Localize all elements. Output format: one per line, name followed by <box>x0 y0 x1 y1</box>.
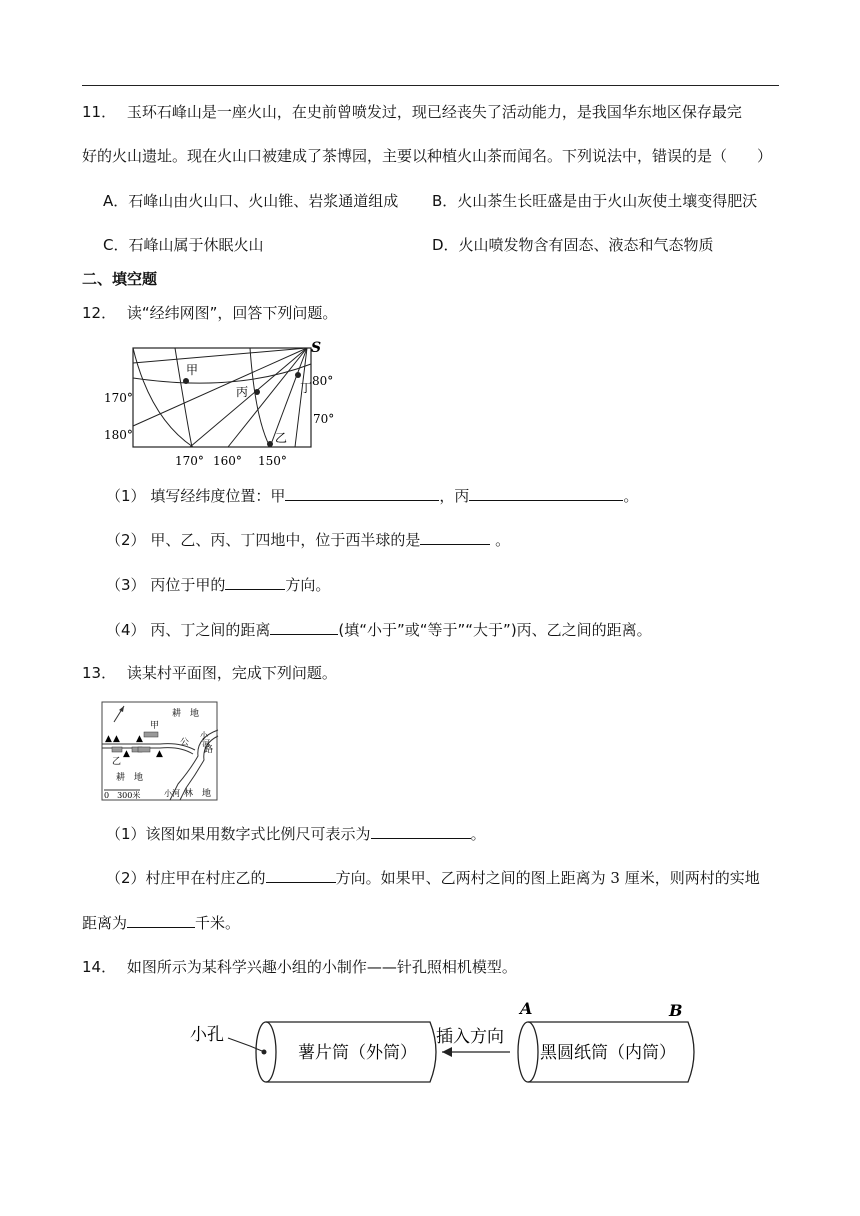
q11-option-d[interactable]: D．火山喷发物含有固态、液态和气态物质 <box>432 236 714 254</box>
inner-tube-end <box>518 1022 538 1082</box>
label-s: S <box>311 340 322 356</box>
pinhole-dot <box>262 1050 267 1055</box>
q13-sub1 <box>106 824 486 843</box>
label-river-bottom: 小河 <box>164 789 180 798</box>
tree-icon: ▲ <box>156 749 163 759</box>
q13-sub1-text: 该图如果用数字式比例尺可表示为 <box>145 825 371 843</box>
label-forest: 林 地 <box>184 789 212 799</box>
q13-sub2-text2: 方向。如果甲、乙两村之间的图上距离为 <box>335 869 606 887</box>
q11-number: 11． <box>82 103 117 121</box>
q11-stem-line2: 好的火山遗址。现在火山口被建成了茶博园，主要以种植火山茶而闻名。下列说法中，错误的是（ ） <box>82 147 773 165</box>
tree-icon: ▲ <box>123 749 130 759</box>
label-bing: 丙 <box>236 385 249 399</box>
q13-sub2 <box>106 868 760 887</box>
point-bing <box>254 389 260 395</box>
village-map-figure <box>100 700 220 802</box>
q13-sub2-line2-end: 千米。 <box>195 914 241 932</box>
label-jia: 甲 <box>186 363 199 377</box>
header-rule <box>82 85 779 86</box>
label-b: B <box>669 1001 683 1020</box>
q13-sub2-value: 3 <box>610 869 620 887</box>
label-road-2: 路 <box>204 745 214 755</box>
answer-blank-direction[interactable] <box>225 575 285 590</box>
q13-sub1-end: 。 <box>470 825 486 843</box>
q12-number: 12． <box>82 304 117 322</box>
q12-sub2 <box>106 530 510 549</box>
label-road-1: 公 <box>180 738 190 748</box>
q11-option-c[interactable]: C．石峰山属于休眠火山 <box>103 236 264 254</box>
q12-sub1-number: （1） <box>106 487 146 505</box>
label-insert-direction: 插入方向 <box>436 1027 504 1047</box>
q12-sub3-text: 丙位于甲的 <box>150 576 226 594</box>
label-inner-tube: 黑圆纸筒（内筒） <box>540 1043 676 1063</box>
q11-line1 <box>82 103 742 121</box>
q13-sub2-line2-text: 距离为 <box>82 914 128 932</box>
tree-icon: ▲ <box>113 734 120 744</box>
q13-sub1-number: （1） <box>106 825 146 843</box>
q12-sub1-text: 填写经纬度位置：甲 <box>150 487 286 505</box>
label-ding: 丁 <box>300 381 313 395</box>
q13-sub2-text: 村庄甲在村庄乙的 <box>145 869 266 887</box>
q12-stem <box>82 304 337 322</box>
q11-stem-line1: 玉环石峰山是一座火山，在史前曾喷发过，现已经丧失了活动能力，是我国华东地区保存最完 <box>126 103 742 121</box>
meridian-line <box>133 348 307 426</box>
q13-number: 13． <box>82 664 117 682</box>
label-farmland-bottom: 耕 地 <box>116 773 144 783</box>
answer-blank-bing[interactable] <box>469 486 623 501</box>
pinhole-camera-figure <box>180 996 720 1088</box>
q11-option-b[interactable]: B．火山茶生长旺盛是由于火山灰使土壤变得肥沃 <box>432 192 758 210</box>
q14-number: 14． <box>82 958 117 976</box>
label-village-jia: 甲 <box>150 721 160 731</box>
tick-left-180: 180° <box>104 428 133 442</box>
tick-bottom-160: 160° <box>213 454 242 468</box>
tree-icon: ▲ <box>136 734 143 744</box>
label-outer-tube: 薯片筒（外筒） <box>298 1043 417 1063</box>
q13-stem-text: 读某村平面图，完成下列问题。 <box>126 664 337 682</box>
q12-sub3-number: （3） <box>106 576 146 594</box>
answer-blank-real-distance[interactable] <box>127 913 195 928</box>
point-jia <box>183 378 189 384</box>
tick-left-170: 170° <box>104 391 133 405</box>
q12-sub4 <box>106 620 652 639</box>
answer-blank-scale[interactable] <box>371 824 471 839</box>
q12-sub2-number: （2） <box>106 531 146 549</box>
q13-sub2-line2 <box>82 913 240 932</box>
point-yi <box>267 441 273 447</box>
q12-sub3-end: 方向。 <box>285 576 331 594</box>
q12-sub1 <box>106 486 638 505</box>
village-jia-house <box>144 732 158 737</box>
label-scale: 0 300米 <box>104 791 141 800</box>
q12-sub2-end: 。 <box>495 531 511 549</box>
section-title: 二、填空题 <box>82 270 158 288</box>
q12-sub1-end: 。 <box>623 487 639 505</box>
q13-stem <box>82 664 337 682</box>
q12-sub3 <box>106 575 330 594</box>
q14-stem <box>82 958 517 976</box>
label-pinhole: 小孔 <box>190 1025 224 1045</box>
q13-sub2-text3: 厘米，则两村的实地 <box>624 869 760 887</box>
label-yi: 乙 <box>275 431 288 445</box>
answer-blank-west[interactable] <box>420 530 490 545</box>
tick-bottom-150: 150° <box>258 454 287 468</box>
label-river-2: 河 <box>202 739 210 748</box>
meridian-line <box>133 348 307 363</box>
label-farmland-top: 耕 地 <box>172 709 200 719</box>
label-a: A <box>520 999 533 1018</box>
q11-option-a[interactable]: A．石峰山由火山口、火山锥、岩浆通道组成 <box>103 192 399 210</box>
tree-icon: ▲ <box>105 734 112 744</box>
village-yi-house <box>138 747 150 752</box>
q13-sub2-number: （2） <box>106 869 146 887</box>
point-ding <box>295 372 301 378</box>
label-village-yi: 乙 <box>112 757 122 767</box>
q12-sub4-text: 丙、丁之间的距离 <box>150 621 271 639</box>
tick-right-70: 70° <box>313 412 335 426</box>
tick-bottom-170: 170° <box>175 454 204 468</box>
q12-sub4-end: (填“小于”或“等于”“大于”)丙、乙之间的距离。 <box>338 621 652 639</box>
answer-blank-distance[interactable] <box>270 620 338 635</box>
q12-sub4-number: （4） <box>106 621 146 639</box>
village-yi-house <box>112 747 122 752</box>
q12-stem-text: 读“经纬网图”，回答下列问题。 <box>126 304 338 322</box>
meridian-line <box>190 348 307 447</box>
label-river-1: 小 <box>200 731 208 740</box>
answer-blank-village-direction[interactable] <box>266 868 336 883</box>
parallel-arc <box>133 348 193 447</box>
q12-sub2-text: 甲、乙、丙、丁四地中，位于西半球的是 <box>150 531 421 549</box>
tick-right-80: 80° <box>312 374 334 388</box>
q14-stem-text: 如图所示为某科学兴趣小组的小制作——针孔照相机模型。 <box>126 958 517 976</box>
q12-sub1-text2: ，丙 <box>439 487 470 505</box>
answer-blank-jia[interactable] <box>285 486 439 501</box>
arrow-head-icon <box>442 1047 452 1057</box>
lat-long-grid-figure <box>100 338 340 470</box>
